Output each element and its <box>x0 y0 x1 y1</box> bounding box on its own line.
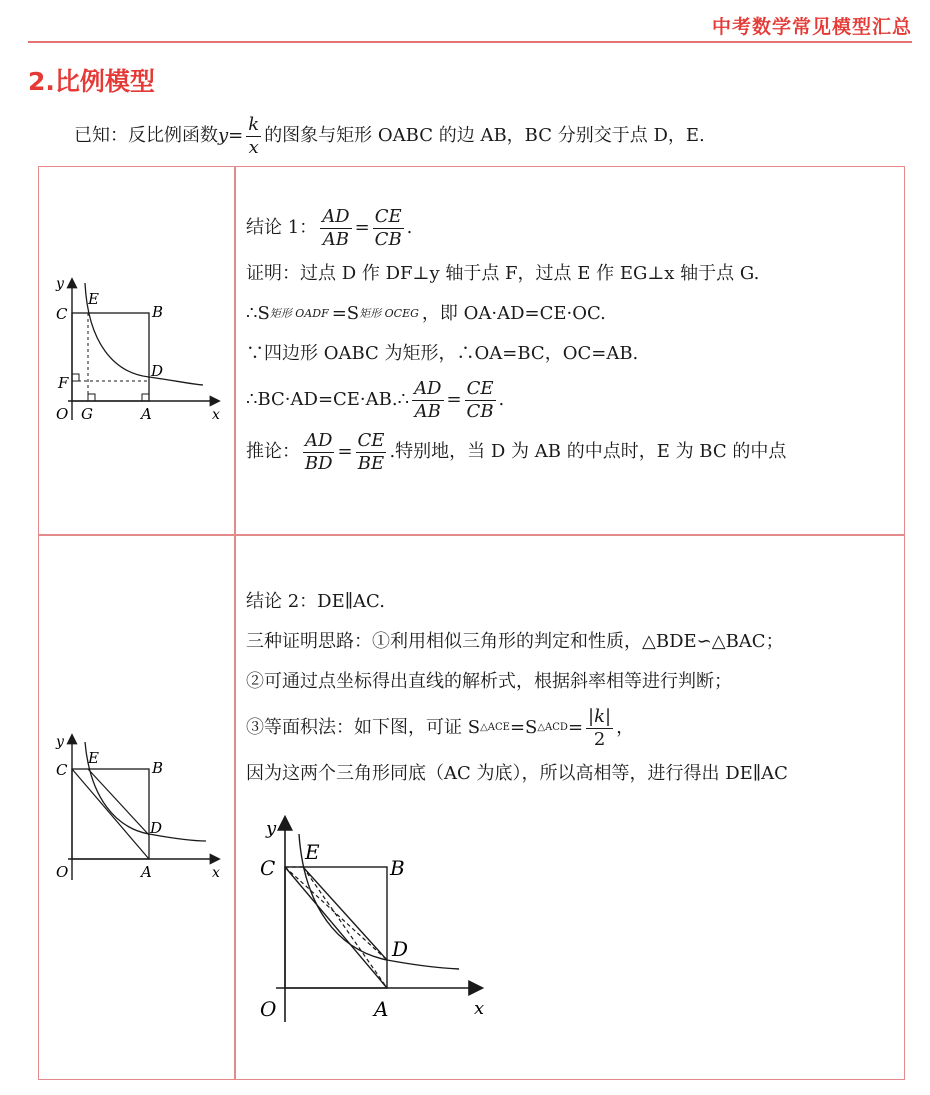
t-num2: CE <box>466 377 494 399</box>
area-a: ③等面积法：如下图，可证 S <box>246 717 481 738</box>
t-den2: CB <box>466 400 494 422</box>
s-line-a: ∴S <box>246 303 270 324</box>
row1-content <box>246 202 786 478</box>
label-g: G <box>81 405 93 423</box>
label-f: F <box>58 374 69 392</box>
conclusion-1 <box>246 202 786 254</box>
c1-den1: AB <box>322 228 350 250</box>
label-c: C <box>56 305 68 323</box>
label-o: O <box>56 405 69 423</box>
c1-num1: AD <box>322 205 350 227</box>
c1-eq: = <box>354 217 370 238</box>
inf-label: 推论： <box>246 441 300 462</box>
segment-ed <box>303 867 387 960</box>
figure-3-graph <box>246 812 506 1030</box>
intro-fraction <box>246 114 261 159</box>
area-c: = <box>567 717 584 738</box>
label-y: y <box>56 734 64 750</box>
label-x: x <box>212 865 220 881</box>
label-y: y <box>56 276 64 292</box>
t-frac-1 <box>412 378 443 423</box>
inf-frac-1 <box>303 430 334 475</box>
intro-y-eq: y= <box>218 125 244 146</box>
label-a: A <box>141 405 152 423</box>
label-b: B <box>152 759 164 777</box>
inf-den2: BE <box>357 452 385 474</box>
label-x: x <box>212 407 220 423</box>
label-d: D <box>151 362 164 380</box>
label-e: E <box>88 290 99 308</box>
c1-den2: CB <box>374 228 402 250</box>
inf-eq: = <box>337 441 353 462</box>
table-column-divider <box>234 166 236 1080</box>
right-angle-g <box>88 394 95 401</box>
table-row-divider <box>38 534 905 536</box>
header-divider <box>28 41 912 43</box>
segment-ed <box>88 769 149 835</box>
label-a: A <box>374 997 389 1021</box>
rectangle-property-line: ∵四边形 OABC 为矩形，∴OA=BC，OC=AB. <box>246 343 639 364</box>
conclusion-2: 结论 2：DE∥AC. <box>246 591 385 612</box>
label-y: y <box>266 818 277 839</box>
label-o: O <box>260 997 277 1021</box>
same-base-line: 因为这两个三角形同底（AC 为底），所以高相等，进行得出 DE∥AC <box>246 763 788 784</box>
inf-den1: BD <box>304 452 333 474</box>
c1-num2: CE <box>374 205 402 227</box>
area-equation-line <box>246 294 786 334</box>
c1-end: . <box>406 217 413 238</box>
figure-2-graph <box>46 728 232 886</box>
proof-idea-3 <box>246 702 788 754</box>
s-line-sub2: 矩形 OCEG <box>359 307 419 320</box>
segment-ca <box>72 769 149 859</box>
label-a: A <box>141 863 152 881</box>
t-num1: AD <box>414 377 442 399</box>
right-angle-a <box>142 394 149 401</box>
proof-line: 证明：过点 D 作 DF⊥y 轴于点 F，过点 E 作 EG⊥x 轴于点 G. <box>246 263 760 284</box>
label-e: E <box>305 840 320 864</box>
row2-content <box>246 582 788 794</box>
s-line-b: =S <box>331 303 360 324</box>
inf-frac-2 <box>356 430 387 475</box>
proof-idea-1: 三种证明思路：①利用相似三角形的判定和性质，△BDE∽△BAC； <box>246 631 784 652</box>
label-b: B <box>152 303 164 321</box>
therefore-line <box>246 374 786 426</box>
inf-num2: CE <box>357 429 385 451</box>
segment-ca <box>285 867 387 988</box>
area-frac <box>586 706 613 751</box>
label-d: D <box>150 819 163 837</box>
figure-1-graph <box>46 268 232 428</box>
area-b: =S <box>509 717 538 738</box>
t-den1: AB <box>414 400 441 422</box>
area-sub2: △ACD <box>537 722 568 733</box>
inf-num1: AD <box>305 429 333 451</box>
section-title: 2.比例模型 <box>28 67 155 96</box>
c1-label: 结论 1： <box>246 217 318 238</box>
c1-frac-2 <box>373 206 404 251</box>
label-b: B <box>390 856 405 880</box>
area-end: ， <box>616 717 635 738</box>
area-num: |k| <box>588 705 612 727</box>
intro-statement <box>74 113 705 158</box>
s-line-sub1: 矩形 OADF <box>269 307 329 320</box>
label-e: E <box>88 749 99 767</box>
intro-prefix: 已知：反比例函数 <box>74 125 218 146</box>
intro-suffix: 的图象与矩形 OABC 的边 AB，BC 分别交于点 D，E. <box>264 125 705 146</box>
dashed-ea <box>303 867 387 988</box>
label-o: O <box>56 863 69 881</box>
c1-frac-1 <box>320 206 351 251</box>
inf-text: .特别地，当 D 为 AB 的中点时，E 为 BC 的中点 <box>389 441 787 462</box>
proof-idea-2: ②可通过点坐标得出直线的解析式，根据斜率相等进行判断； <box>246 671 732 692</box>
hyperbola-curve <box>85 742 206 841</box>
right-angle-f <box>72 374 79 381</box>
label-d: D <box>392 937 409 961</box>
area-den: 2 <box>593 728 606 750</box>
intro-frac-den: x <box>248 136 259 158</box>
header-title: 中考数学常见模型汇总 <box>711 16 912 38</box>
label-c: C <box>56 761 68 779</box>
intro-frac-num: k <box>248 113 260 135</box>
label-c: C <box>260 856 276 880</box>
t-eq: = <box>446 389 462 410</box>
area-sub1: △ACE <box>480 722 510 733</box>
t-end: . <box>498 389 505 410</box>
label-x: x <box>474 998 485 1019</box>
inference-line <box>246 426 786 478</box>
t-frac-2 <box>465 378 496 423</box>
therefore-a: ∴BC·AD=CE·AB.∴ <box>246 389 410 410</box>
s-line-c: ，即 OA·AD=CE·OC. <box>421 303 606 324</box>
hyperbola-curve <box>85 283 203 385</box>
